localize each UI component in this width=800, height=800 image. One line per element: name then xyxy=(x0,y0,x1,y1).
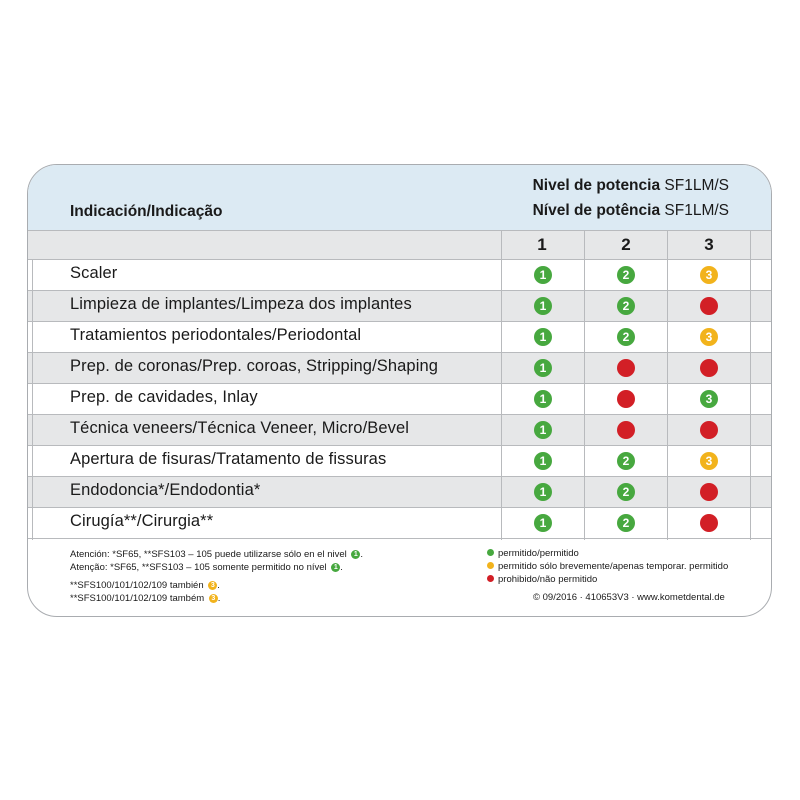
table-row xyxy=(28,446,771,477)
green-dot-icon xyxy=(487,549,494,556)
level-2-permitted-badge-icon: 2 xyxy=(617,328,635,346)
footnote-also-pt-text: **SFS100/101/102/109 também xyxy=(70,593,205,604)
level-1-permitted-badge-icon: 1 xyxy=(534,359,552,377)
level-1-badge-icon: 1 xyxy=(331,563,340,572)
indication-label: Prep. de cavidades, Inlay xyxy=(70,388,258,406)
legend-briefly-text: permitido sólo brevemente/apenas temporar. permitido xyxy=(498,561,729,572)
level-1-permitted-badge-icon: 1 xyxy=(534,483,552,501)
footnote-es-text: Atención: *SF65, **SFS103 – 105 puede utilizarse sólo en el nivel xyxy=(70,549,347,560)
model-label-es: SF1LM/S xyxy=(664,177,729,194)
level-1-permitted-badge-icon: 1 xyxy=(534,452,552,470)
level-column-header xyxy=(28,230,771,260)
column-divider xyxy=(667,230,668,540)
legend-briefly xyxy=(487,561,728,572)
prohibited-dot-icon xyxy=(700,421,718,439)
column-divider xyxy=(584,230,585,540)
prohibited-dot-icon xyxy=(700,483,718,501)
level-1-permitted-badge-icon: 1 xyxy=(534,297,552,315)
level-1-permitted-badge-icon: 1 xyxy=(534,266,552,284)
indication-title: Indicación/Indicação xyxy=(70,203,223,220)
prohibited-dot-icon xyxy=(617,359,635,377)
prohibited-dot-icon xyxy=(700,359,718,377)
yellow-dot-icon xyxy=(487,562,494,569)
level-3-brief-badge-icon: 3 xyxy=(700,266,718,284)
footnote-also-es-text: **SFS100/101/102/109 también xyxy=(70,580,204,591)
table-row xyxy=(28,260,771,291)
level-1-permitted-badge-icon: 1 xyxy=(534,514,552,532)
level-2-permitted-badge-icon: 2 xyxy=(617,297,635,315)
prohibited-dot-icon xyxy=(700,514,718,532)
indication-label: Limpieza de implantes/Limpeza dos implantes xyxy=(70,295,412,313)
prohibited-dot-icon xyxy=(700,297,718,315)
indication-card xyxy=(27,164,772,617)
footnote-also-pt: **SFS100/101/102/109 também 3 . xyxy=(70,593,221,604)
red-dot-icon xyxy=(487,575,494,582)
level-3-brief-badge-icon: 3 xyxy=(700,328,718,346)
prohibited-dot-icon xyxy=(617,421,635,439)
level-2-permitted-badge-icon: 2 xyxy=(617,452,635,470)
table-row xyxy=(28,353,771,384)
table-row xyxy=(28,415,771,446)
card-header xyxy=(28,165,771,230)
level-3-header: 3 xyxy=(704,235,714,254)
indication-label: Técnica veneers/Técnica Veneer, Micro/Bevel xyxy=(70,419,410,437)
level-1-permitted-badge-icon: 1 xyxy=(534,328,552,346)
table-row xyxy=(28,508,771,539)
table-row xyxy=(28,322,771,353)
level-3-permitted-badge-icon: 3 xyxy=(700,390,718,408)
level-2-permitted-badge-icon: 2 xyxy=(617,483,635,501)
level-2-permitted-badge-icon: 2 xyxy=(617,514,635,532)
level-2-permitted-badge-icon: 2 xyxy=(617,266,635,284)
level-3-badge-icon: 3 xyxy=(209,594,218,603)
column-divider xyxy=(750,230,751,540)
indication-label: Prep. de coronas/Prep. coroas, Stripping/Shaping xyxy=(70,357,439,375)
level-1-permitted-badge-icon: 1 xyxy=(534,421,552,439)
legend-permitted-text: permitido/permitido xyxy=(498,548,579,559)
footnote-pt-text: Atenção: *SF65, **SFS103 – 105 somente permitido no nível xyxy=(70,562,327,573)
table-row xyxy=(28,291,771,322)
level-1-permitted-badge-icon: 1 xyxy=(534,390,552,408)
footnote-pt: Atenção: *SF65, **SFS103 – 105 somente permitido no nível 1 . xyxy=(70,562,343,573)
table-row xyxy=(28,384,771,415)
copyright: © 09/2016 · 410653V3 · www.kometdental.de xyxy=(533,592,725,603)
model-label-pt: SF1LM/S xyxy=(664,202,729,219)
indication-label: Cirugía**/Cirurgia** xyxy=(70,512,214,530)
indication-label: Endodoncia*/Endodontia* xyxy=(70,481,261,499)
power-level-title-pt xyxy=(533,202,729,220)
footnote-es: Atención: *SF65, **SFS103 – 105 puede utilizarse sólo en el nivel 1 . xyxy=(70,549,364,560)
level-2-header: 2 xyxy=(621,235,631,254)
legend-prohibited xyxy=(487,574,597,585)
power-level-title-es xyxy=(533,177,729,195)
footnote-also-es: **SFS100/101/102/109 también 3 . xyxy=(70,580,220,591)
level-3-brief-badge-icon: 3 xyxy=(700,452,718,470)
legend-permitted xyxy=(487,548,579,559)
indication-label: Scaler xyxy=(70,264,118,282)
level-1-header: 1 xyxy=(537,235,547,254)
column-divider xyxy=(501,230,502,540)
prohibited-dot-icon xyxy=(617,390,635,408)
indication-label: Tratamientos periodontales/Periodontal xyxy=(70,326,362,344)
legend-prohibited-text: prohibido/não permitido xyxy=(498,574,598,585)
power-level-label-pt: Nível de potência xyxy=(532,202,661,219)
power-level-label-es: Nivel de potencia xyxy=(532,177,661,194)
level-3-badge-icon: 3 xyxy=(208,581,217,590)
level-1-badge-icon: 1 xyxy=(351,550,360,559)
indication-label: Apertura de fisuras/Tratamento de fissuras xyxy=(70,450,387,468)
table-row xyxy=(28,477,771,508)
left-row-border xyxy=(32,260,33,540)
